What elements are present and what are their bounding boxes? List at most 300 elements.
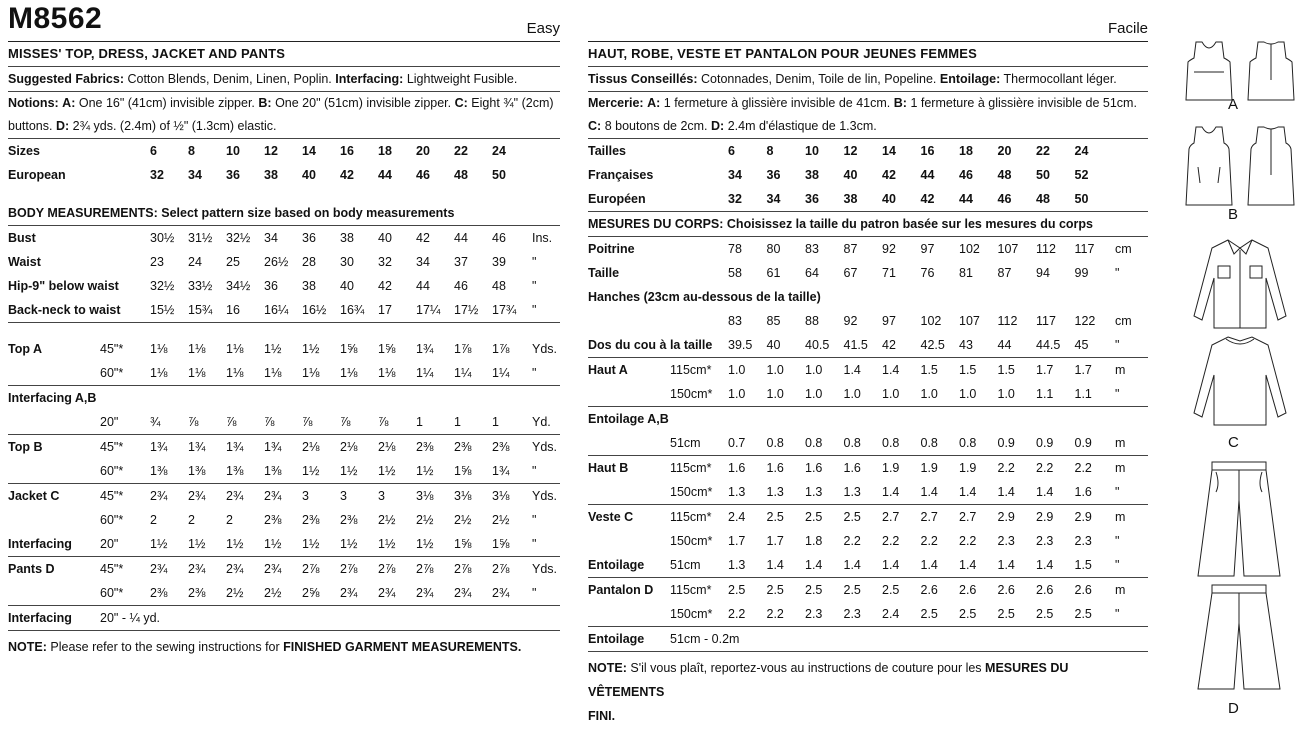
size-value: 36 [226,168,240,182]
size-value: 1.4 [767,553,806,578]
size-value: 1¼ [454,361,492,386]
size-value: 1.4 [882,553,921,578]
view-label-c: C [1228,434,1239,451]
size-value: 1⅜ [150,459,188,484]
size-value: 46 [998,187,1037,212]
table-row [588,382,1148,407]
size-value: 32½ [226,231,251,245]
unit: " [1113,333,1148,358]
table-row [588,627,1148,652]
size-value: 1⅛ [150,361,188,386]
fabric-width: 150cm* [670,534,713,548]
size-value: 1¼ [416,361,454,386]
size-value: 36 [302,231,316,245]
size-value: 122 [1074,314,1096,328]
table-row [588,456,1148,481]
size-value: 1¾ [492,459,530,484]
size-value: 1.0 [844,382,883,407]
table-row [588,139,1148,163]
size-value: 1⅞ [454,342,472,356]
size-value: 46 [959,168,973,182]
size-value: 2¾ [188,489,206,503]
size-value: 1.0 [728,363,746,377]
size-value: 2.5 [805,583,823,597]
table-row [588,187,1148,212]
yardage-table-en [8,337,560,631]
size-value: 2⅜ [150,581,188,606]
row-label: Pants D [8,562,55,576]
size-value [340,606,378,631]
size-value: 3 [340,489,347,503]
size-value: 2.6 [920,583,938,597]
size-value: 50 [492,168,506,182]
size-value: 44 [920,168,935,182]
size-value: 78 [728,242,742,256]
size-value [921,627,960,652]
size-value: 1.7 [766,534,784,548]
size-value: 6 [150,144,157,158]
size-value: 2⅜ [340,513,358,527]
size-value: 1⅛ [264,361,302,386]
size-value: 33½ [188,279,213,293]
size-value: 18 [959,144,973,158]
size-value: 1 [492,410,530,435]
size-value: 16 [340,144,354,158]
size-value: 1.4 [882,363,900,377]
view-label-a: A [1228,96,1239,113]
size-value: 1.0 [766,363,784,377]
size-value: 1.0 [998,382,1037,407]
size-value: 2.5 [728,583,746,597]
table-row [588,309,1148,333]
size-value: 2.5 [843,583,861,597]
unit: Yds. [532,489,558,503]
row-label [588,382,670,407]
size-value: 2.3 [997,534,1015,548]
size-value: 40 [378,231,392,245]
size-value: 2⅜ [264,513,282,527]
size-value: 1¾ [226,440,244,454]
pattern-number: M8562 [8,2,103,35]
size-value: 2.5 [882,583,900,597]
fabric-width: 20" [100,532,150,557]
size-value: 1½ [150,532,188,557]
table-row [588,358,1148,382]
size-value: 2½ [264,581,302,606]
size-value [1036,627,1075,652]
table-row [8,298,560,323]
size-value: 0.9 [998,431,1037,456]
size-value: 42 [882,168,896,182]
size-value: 1.1 [1075,382,1114,407]
size-value: 1⅛ [188,342,206,356]
table-row [8,557,560,582]
size-value: 2¾ [150,489,168,503]
size-value: 1⅜ [264,459,302,484]
unit [1113,139,1148,163]
size-value: 1.7 [1074,363,1092,377]
size-value: 28 [302,255,316,269]
size-value: 102 [920,314,942,328]
fabric-width: 51cm [670,553,728,578]
size-value: 1.1 [1036,382,1075,407]
row-label: Poitrine [588,242,635,256]
size-value: 41.5 [844,333,883,358]
size-value: 34 [728,168,742,182]
size-value: 45 [1075,333,1114,358]
size-value: 3⅛ [454,489,472,503]
size-value: 42 [882,333,921,358]
size-value: 1.5 [959,363,977,377]
size-value: ⅞ [340,410,378,435]
row-label [8,410,100,435]
title-en: MISSES' TOP, DRESS, JACKET AND PANTS [8,42,560,67]
table-row [8,139,560,163]
size-value: 2.6 [959,583,977,597]
size-value: 2.5 [805,510,823,524]
size-value: 46 [454,279,468,293]
fabric-width: 60"* [100,581,150,606]
jacket-c-front-drawing [1190,238,1290,333]
size-value: 2⅜ [492,440,510,454]
row-label: Dos du cou à la taille [588,333,728,358]
size-value: 2½ [492,513,510,527]
size-value: 17½ [454,298,492,323]
size-value [378,606,416,631]
size-value: 39 [492,255,506,269]
size-value: 30 [340,255,354,269]
size-value: 1.5 [1075,553,1114,578]
table-row [588,333,1148,358]
size-value: 37 [454,255,468,269]
size-value: 17¾ [492,298,530,323]
size-value: 1⅛ [340,361,378,386]
unit: " [530,459,560,484]
fabric-width: 45"* [100,342,124,356]
fabric-width: 51cm - 0.2m [670,627,844,652]
fabric-width: 60"* [100,361,150,386]
size-value: 2⅝ [302,581,340,606]
size-value: 2.4 [728,510,746,524]
row-label: Haut B [588,461,629,475]
size-value: 1⅜ [226,459,264,484]
size-value: 81 [959,266,973,280]
table-row [8,508,560,532]
size-value: 1.4 [1036,480,1075,505]
size-value: 38 [844,187,883,212]
row-label: Entoilage [588,553,670,578]
size-value: 83 [805,242,819,256]
size-value: 1.0 [921,382,960,407]
size-value: 30½ [150,231,175,245]
size-value: 10 [226,144,240,158]
unit: Yd. [530,410,560,435]
row-label: Veste C [588,510,634,524]
size-value: 1⅝ [492,532,530,557]
size-value: 1.4 [959,553,998,578]
size-value: 50 [1036,168,1050,182]
size-value: 46 [416,168,430,182]
size-value: 61 [766,266,781,280]
technical-drawings [1170,30,1310,735]
table-row [588,407,1148,432]
size-value: 2.3 [1036,534,1054,548]
size-value: 2⅜ [302,513,320,527]
table-row [8,606,560,631]
size-value: 2⅛ [302,440,320,454]
size-value: 2.5 [998,602,1037,627]
size-value: 3 [378,489,385,503]
body-heading-fr: MESURES DU CORPS: Choisissez la taille du patron basée sur les mesures du corps [588,212,1148,237]
size-value: 2.4 [882,602,921,627]
size-value: 1.4 [843,363,861,377]
table-row [8,386,560,411]
size-value: 32 [378,255,392,269]
size-value: 1⅛ [188,361,226,386]
size-value: 2.7 [882,510,900,524]
size-value: 1.9 [882,461,900,475]
size-value: 2.9 [1036,510,1054,524]
size-value: 2¾ [492,581,530,606]
size-value: 2.6 [997,583,1015,597]
size-value: 22 [454,144,468,158]
size-value: 1.4 [805,553,844,578]
size-value: 2¾ [340,581,378,606]
size-value: 2.2 [920,534,938,548]
row-label [588,431,670,456]
size-value: 2.5 [1075,602,1114,627]
pants-d-back-drawing [1194,583,1284,693]
size-value: 1⅜ [188,459,226,484]
size-value: 2⅜ [188,581,226,606]
unit: " [532,513,537,527]
size-value: 2⅞ [416,562,434,576]
notions-fr: Mercerie: A: 1 fermeture à glissière invisible de 41cm. B: 1 fermeture à glissière invisible de 51cm. C: 8 boutons de 2cm. D: 2.4m d'élastique de 1.3cm. [588,92,1148,139]
size-value: 2.5 [921,602,960,627]
size-value: 1.7 [1036,363,1054,377]
size-value: 1.4 [921,480,960,505]
size-value: ⅞ [264,410,302,435]
unit: m [1115,363,1126,377]
size-value: 44 [416,279,430,293]
table-row [588,163,1148,187]
unit: cm [1115,314,1132,328]
fabric-width: 150cm* [670,382,728,407]
size-value: 0.8 [767,431,806,456]
size-value: 1½ [378,532,416,557]
row-label: Top A [8,342,43,356]
size-value: 1.5 [920,363,938,377]
unit: " [1115,534,1120,548]
size-value: 2 [188,513,195,527]
size-value: ¾ [150,410,188,435]
size-value: 0.8 [959,431,998,456]
size-value: 48 [1036,187,1075,212]
row-label: Interfacing [8,532,100,557]
row-label: Sizes [8,144,40,158]
size-value: 2⅜ [454,440,472,454]
jacket-c-back-drawing [1190,335,1290,430]
size-value: 2.2 [882,534,900,548]
size-value: ⅞ [302,410,340,435]
size-value: 16 [920,144,935,158]
size-value [1075,627,1114,652]
size-value: 1.9 [959,461,977,475]
row-label [8,508,100,532]
size-value: 17 [378,298,416,323]
size-value: 1.8 [805,534,823,548]
size-value: 1¾ [264,440,282,454]
size-value: 40 [882,187,921,212]
size-value: 24 [492,144,506,158]
unit [530,606,560,631]
size-value: 3 [302,489,309,503]
table-row [588,431,1148,456]
size-value: 16½ [302,298,340,323]
table-row [588,261,1148,285]
size-value: 117 [1074,242,1095,256]
size-value: 2⅛ [378,440,396,454]
size-value: 38 [264,168,278,182]
fabric-width: 45"* [100,440,124,454]
unit: " [530,361,560,386]
size-value: 1¾ [416,342,434,356]
size-value: 1½ [340,532,378,557]
size-value: 1¼ [492,361,530,386]
size-value [416,606,454,631]
size-value: 1⅛ [378,361,416,386]
size-value: 2⅞ [492,562,510,576]
size-value: 34 [767,187,806,212]
fabric-width: 20" [100,410,150,435]
size-value: 2⅜ [416,440,434,454]
size-value: 12 [264,144,278,158]
size-value: 1⅛ [150,342,168,356]
size-value: 1.3 [805,480,844,505]
size-value: 15½ [150,298,188,323]
size-value: 12 [843,144,858,158]
size-value: 1⅛ [302,361,340,386]
row-label [588,480,670,505]
size-value: 2½ [378,513,396,527]
size-value: 97 [920,242,935,256]
unit: " [530,298,560,323]
size-value: 2½ [416,513,434,527]
size-value: 2.2 [1036,461,1054,475]
unit [1113,627,1148,652]
size-value: 0.8 [805,431,844,456]
size-value: 42.5 [921,333,960,358]
size-value: 1.0 [767,382,806,407]
table-row [588,480,1148,505]
size-value: 67 [843,266,858,280]
size-value: 40 [340,279,354,293]
size-value: 2¾ [226,562,244,576]
dress-b-front-drawing [1184,125,1234,207]
note-fr: NOTE: S'il vous plaît, reportez-vous au instructions de couture pour les MESURES DU VÊTEMENTS FINI. [588,661,1069,723]
size-value: 1.6 [1075,480,1114,505]
size-value: 1.6 [766,461,784,475]
size-value: 2⅞ [454,562,472,576]
size-value: 2.5 [1036,602,1075,627]
size-value: 1½ [264,532,302,557]
size-value: 2.9 [997,510,1015,524]
size-value: 1⅝ [340,342,358,356]
size-value: 71 [882,266,896,280]
size-value: 2.2 [843,534,861,548]
size-value: 40 [767,333,806,358]
size-value: 0.9 [1075,431,1114,456]
row-label [588,309,728,333]
size-value: 38 [340,231,354,245]
size-value: 40.5 [805,333,844,358]
size-value: 1.4 [844,553,883,578]
row-label: Françaises [588,168,654,182]
fabrics-fr: Tissus Conseillés: Cotonnades, Denim, Toile de lin, Popeline. Entoilage: Thermocollant léger. [588,67,1148,92]
size-value: 112 [997,314,1018,328]
table-row [8,163,560,187]
row-label: Pantalon D [588,583,654,597]
size-value: 34 [188,168,202,182]
table-row [588,285,1148,309]
group-heading: Interfacing A,B [8,391,97,405]
unit: m [1113,431,1148,456]
title-fr: HAUT, ROBE, VESTE ET PANTALON POUR JEUNES FEMMES [588,42,1148,67]
size-value: 1.0 [882,382,921,407]
size-value: 32 [728,187,767,212]
fabric-width: 115cm* [670,583,712,597]
size-value: 34½ [226,279,251,293]
size-value: 46 [492,231,506,245]
size-value: 1¾ [150,440,168,454]
size-value: 1.5 [997,363,1015,377]
row-label: Waist [8,255,41,269]
table-row [8,435,560,460]
size-value: ⅞ [226,410,264,435]
size-value: 107 [997,242,1019,256]
unit: Yds. [532,440,558,454]
size-value [998,627,1037,652]
header-en [8,0,560,42]
size-value: 1.3 [728,480,767,505]
size-value: 97 [882,314,896,328]
size-value: 1.4 [998,480,1037,505]
view-label-d: D [1228,700,1239,717]
row-label: Bust [8,231,36,245]
size-value [302,606,340,631]
row-label: Interfacing [8,606,100,631]
size-value: 34 [416,255,430,269]
row-label [8,581,100,606]
size-value: 1.0 [728,382,767,407]
size-value [454,606,492,631]
size-value: 2.3 [805,602,844,627]
size-value: 2½ [226,581,264,606]
size-value: 22 [1036,144,1050,158]
size-value: 85 [766,314,781,328]
table-row [588,553,1148,578]
size-value: 80 [766,242,781,256]
yardage-table-fr [588,358,1148,652]
top-a-back-drawing [1246,40,1296,102]
size-value: 1½ [226,532,264,557]
size-value: 40 [302,168,316,182]
size-value: 8 [188,144,195,158]
fabric-width: 45"* [100,489,124,503]
size-value: 2.7 [959,510,977,524]
size-value: 1⅝ [454,532,492,557]
size-value: 2.2 [997,461,1015,475]
